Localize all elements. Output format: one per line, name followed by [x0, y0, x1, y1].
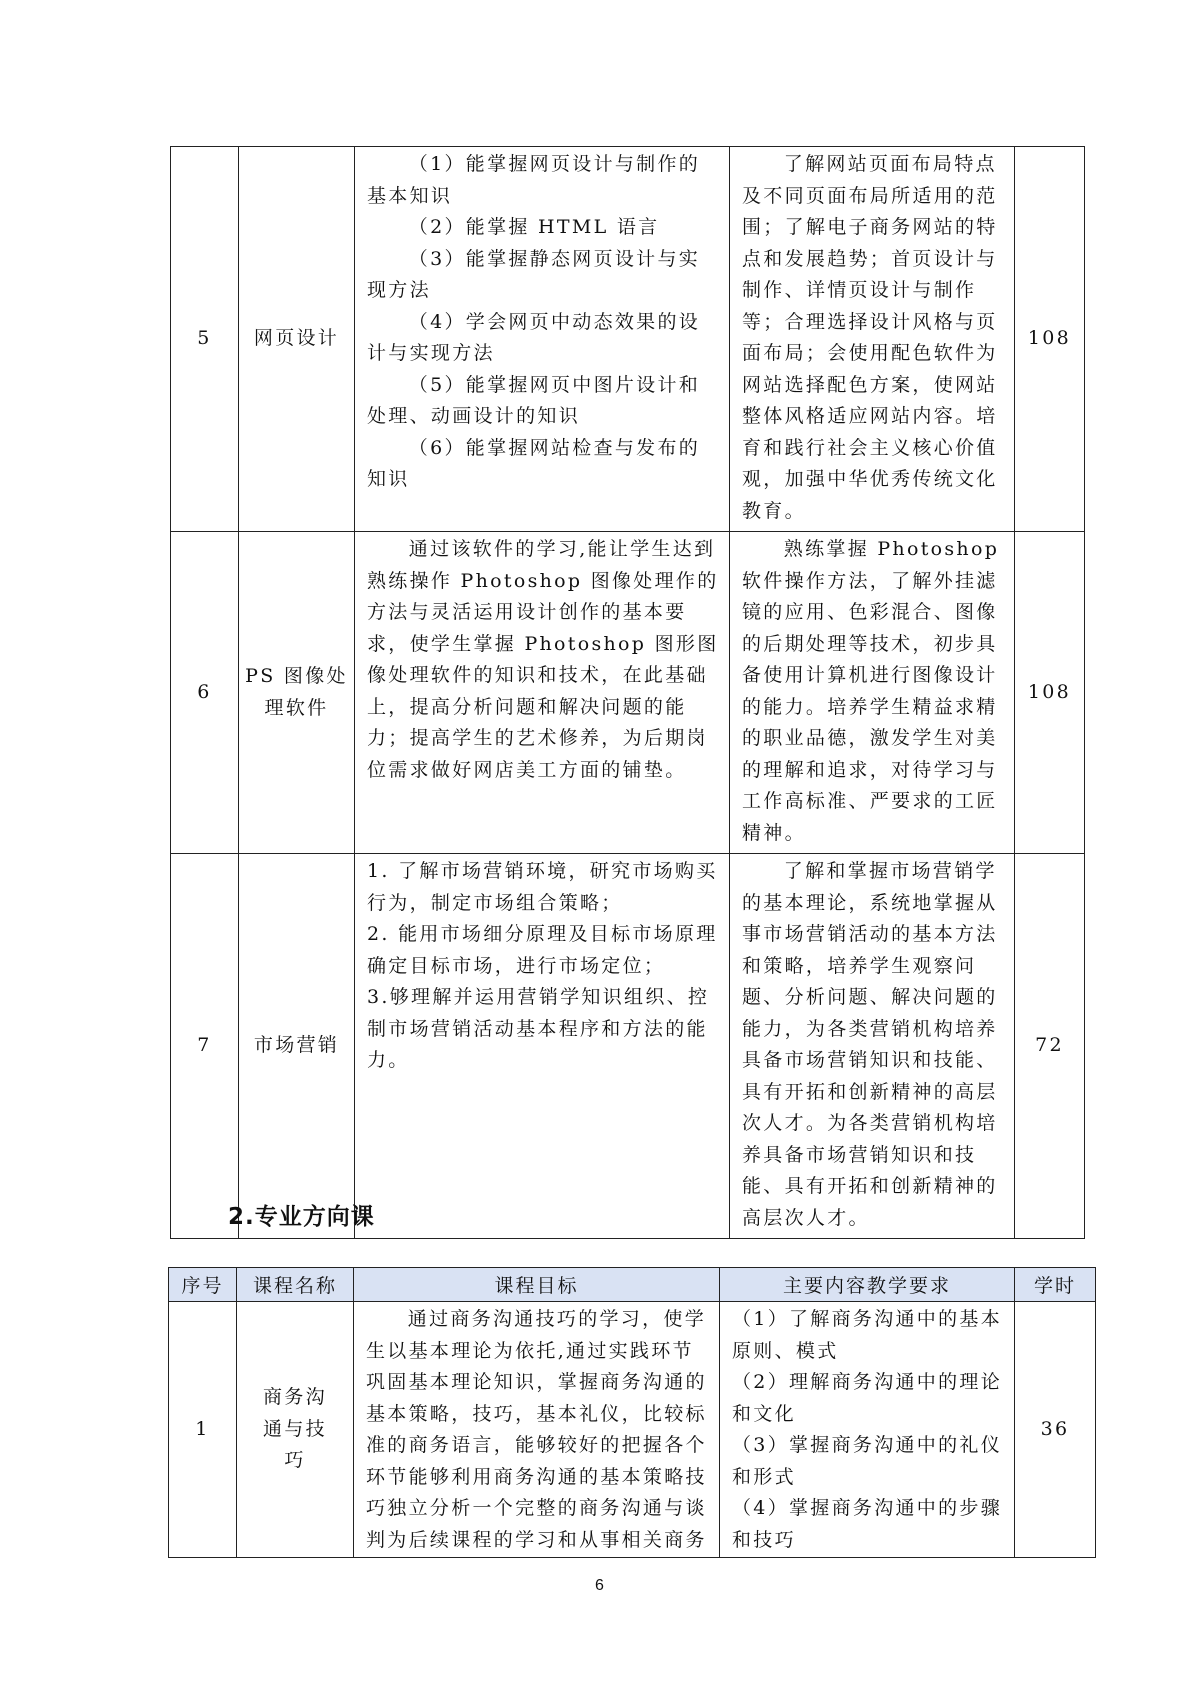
table-row	[171, 854, 1085, 1239]
header-hours: 学时	[1015, 1268, 1096, 1302]
content-item: （4）掌握商务沟通中的步骤和技巧	[732, 1497, 1002, 1551]
goal-item: （6）能掌握网站检查与发布的知识	[367, 436, 701, 490]
course-number: 5	[171, 147, 239, 532]
course-number: 1	[169, 1302, 237, 1558]
table-row	[171, 532, 1085, 854]
course-hours: 72	[1015, 854, 1085, 1239]
goal-item: （1）能掌握网页设计与制作的基本知识	[367, 153, 701, 207]
content-text: 了解和掌握市场营销学的基本理论，系统地掌握从事市场营销活动的基本方法和策略，培养学生观察问题、分析问题、解决问题的能力，为各类营销机构培养具备市场营销知识和技能、具有开拓和创新精神的高层次人才。为各类营销机构培养具备市场营销知识和技能、具有开拓和创新精神的高层次人才。	[742, 860, 998, 1229]
course-hours: 108	[1015, 532, 1085, 854]
course-goals	[355, 147, 730, 532]
content-item: （2）理解商务沟通中的理论和文化	[732, 1371, 1002, 1425]
course-goals	[354, 1302, 720, 1558]
course-goals	[355, 532, 730, 854]
content-text: 了解网站页面布局特点及不同页面布局所适用的范围；了解电子商务网站的特点和发展趋势；首页设计与制作、详情页设计与制作等；合理选择设计风格与页面布局；会使用配色软件为网站选择配色方案，使网站整体风格适应网站内容。培育和践行社会主义核心价值观，加强中华优秀传统文化教育。	[742, 153, 998, 522]
content-text: 熟练掌握 Photoshop 软件操作方法，了解外挂滤镜的应用、色彩混合、图像的后期处理等技术，初步具备使用计算机进行图像设计的能力。培养学生精益求精的职业品德，激发学生对美的理解和追求，对待学习与工作高标准、严要求的工匠精神。	[742, 538, 1000, 844]
course-content	[720, 1302, 1015, 1558]
goal-item: 1. 了解市场营销环境，研究市场购买行为，制定市场组合策略；	[367, 860, 718, 914]
goal-item: （4）学会网页中动态效果的设计与实现方法	[367, 310, 701, 364]
course-hours: 36	[1015, 1302, 1096, 1558]
course-content	[730, 854, 1015, 1239]
header-course-name: 课程名称	[237, 1268, 354, 1302]
goal-item: 通过该软件的学习,能让学生达到熟练操作 Photoshop 图像处理作的方法与灵活运用设计创作的基本要求，使学生掌握 Photoshop 图形图像处理软件的知识和技术，在此基础上，提高分析问题和解决问题的能力；提高学生的艺术修养，为后期岗位需求做好网店美工方面的铺垫。	[367, 538, 719, 781]
goal-text: 通过商务沟通技巧的学习，使学生以基本理论为依托,通过实践环节巩固基本理论知识，掌握商务沟通的基本策略，技巧，基本礼仪，比较标准的商务语言，能够较好的把握各个环节能够利用商务沟通的基本策略技巧独立分析一个完整的商务沟通与谈判为后续课程的学习和从事相关商务	[366, 1308, 707, 1551]
section-heading: 2.专业方向课	[228, 1204, 375, 1230]
table-header-row	[169, 1268, 1096, 1302]
course-content	[730, 532, 1015, 854]
content-item: （1）了解商务沟通中的基本原则、模式	[732, 1308, 1002, 1362]
goal-item: （3）能掌握静态网页设计与实现方法	[367, 247, 701, 301]
course-number: 6	[171, 532, 239, 854]
specialization-courses-table	[168, 1267, 1096, 1558]
content-item: （3）掌握商务沟通中的礼仪和形式	[732, 1434, 1002, 1488]
course-hours: 108	[1015, 147, 1085, 532]
header-number: 序号	[169, 1268, 237, 1302]
goal-item: （2）能掌握 HTML 语言	[408, 216, 660, 238]
course-name: 市场营销	[239, 854, 355, 1239]
course-name: 商务沟通与技巧	[237, 1302, 354, 1558]
goal-item: （5）能掌握网页中图片设计和处理、动画设计的知识	[367, 373, 701, 427]
course-number: 7	[171, 854, 239, 1239]
course-name: PS 图像处理软件	[239, 532, 355, 854]
header-course-goals: 课程目标	[354, 1268, 720, 1302]
course-goals	[355, 854, 730, 1239]
goal-item: 3.够理解并运用营销学知识组织、控制市场营销活动基本程序和方法的能力。	[367, 986, 710, 1071]
header-content: 主要内容教学要求	[720, 1268, 1015, 1302]
course-name: 网页设计	[239, 147, 355, 532]
table-row	[169, 1302, 1096, 1558]
core-courses-table	[170, 146, 1085, 1239]
goal-item: 2. 能用市场细分原理及目标市场原理确定目标市场，进行市场定位；	[367, 923, 718, 977]
course-content	[730, 147, 1015, 532]
page-number: 6	[595, 1577, 604, 1594]
table-row	[171, 147, 1085, 532]
